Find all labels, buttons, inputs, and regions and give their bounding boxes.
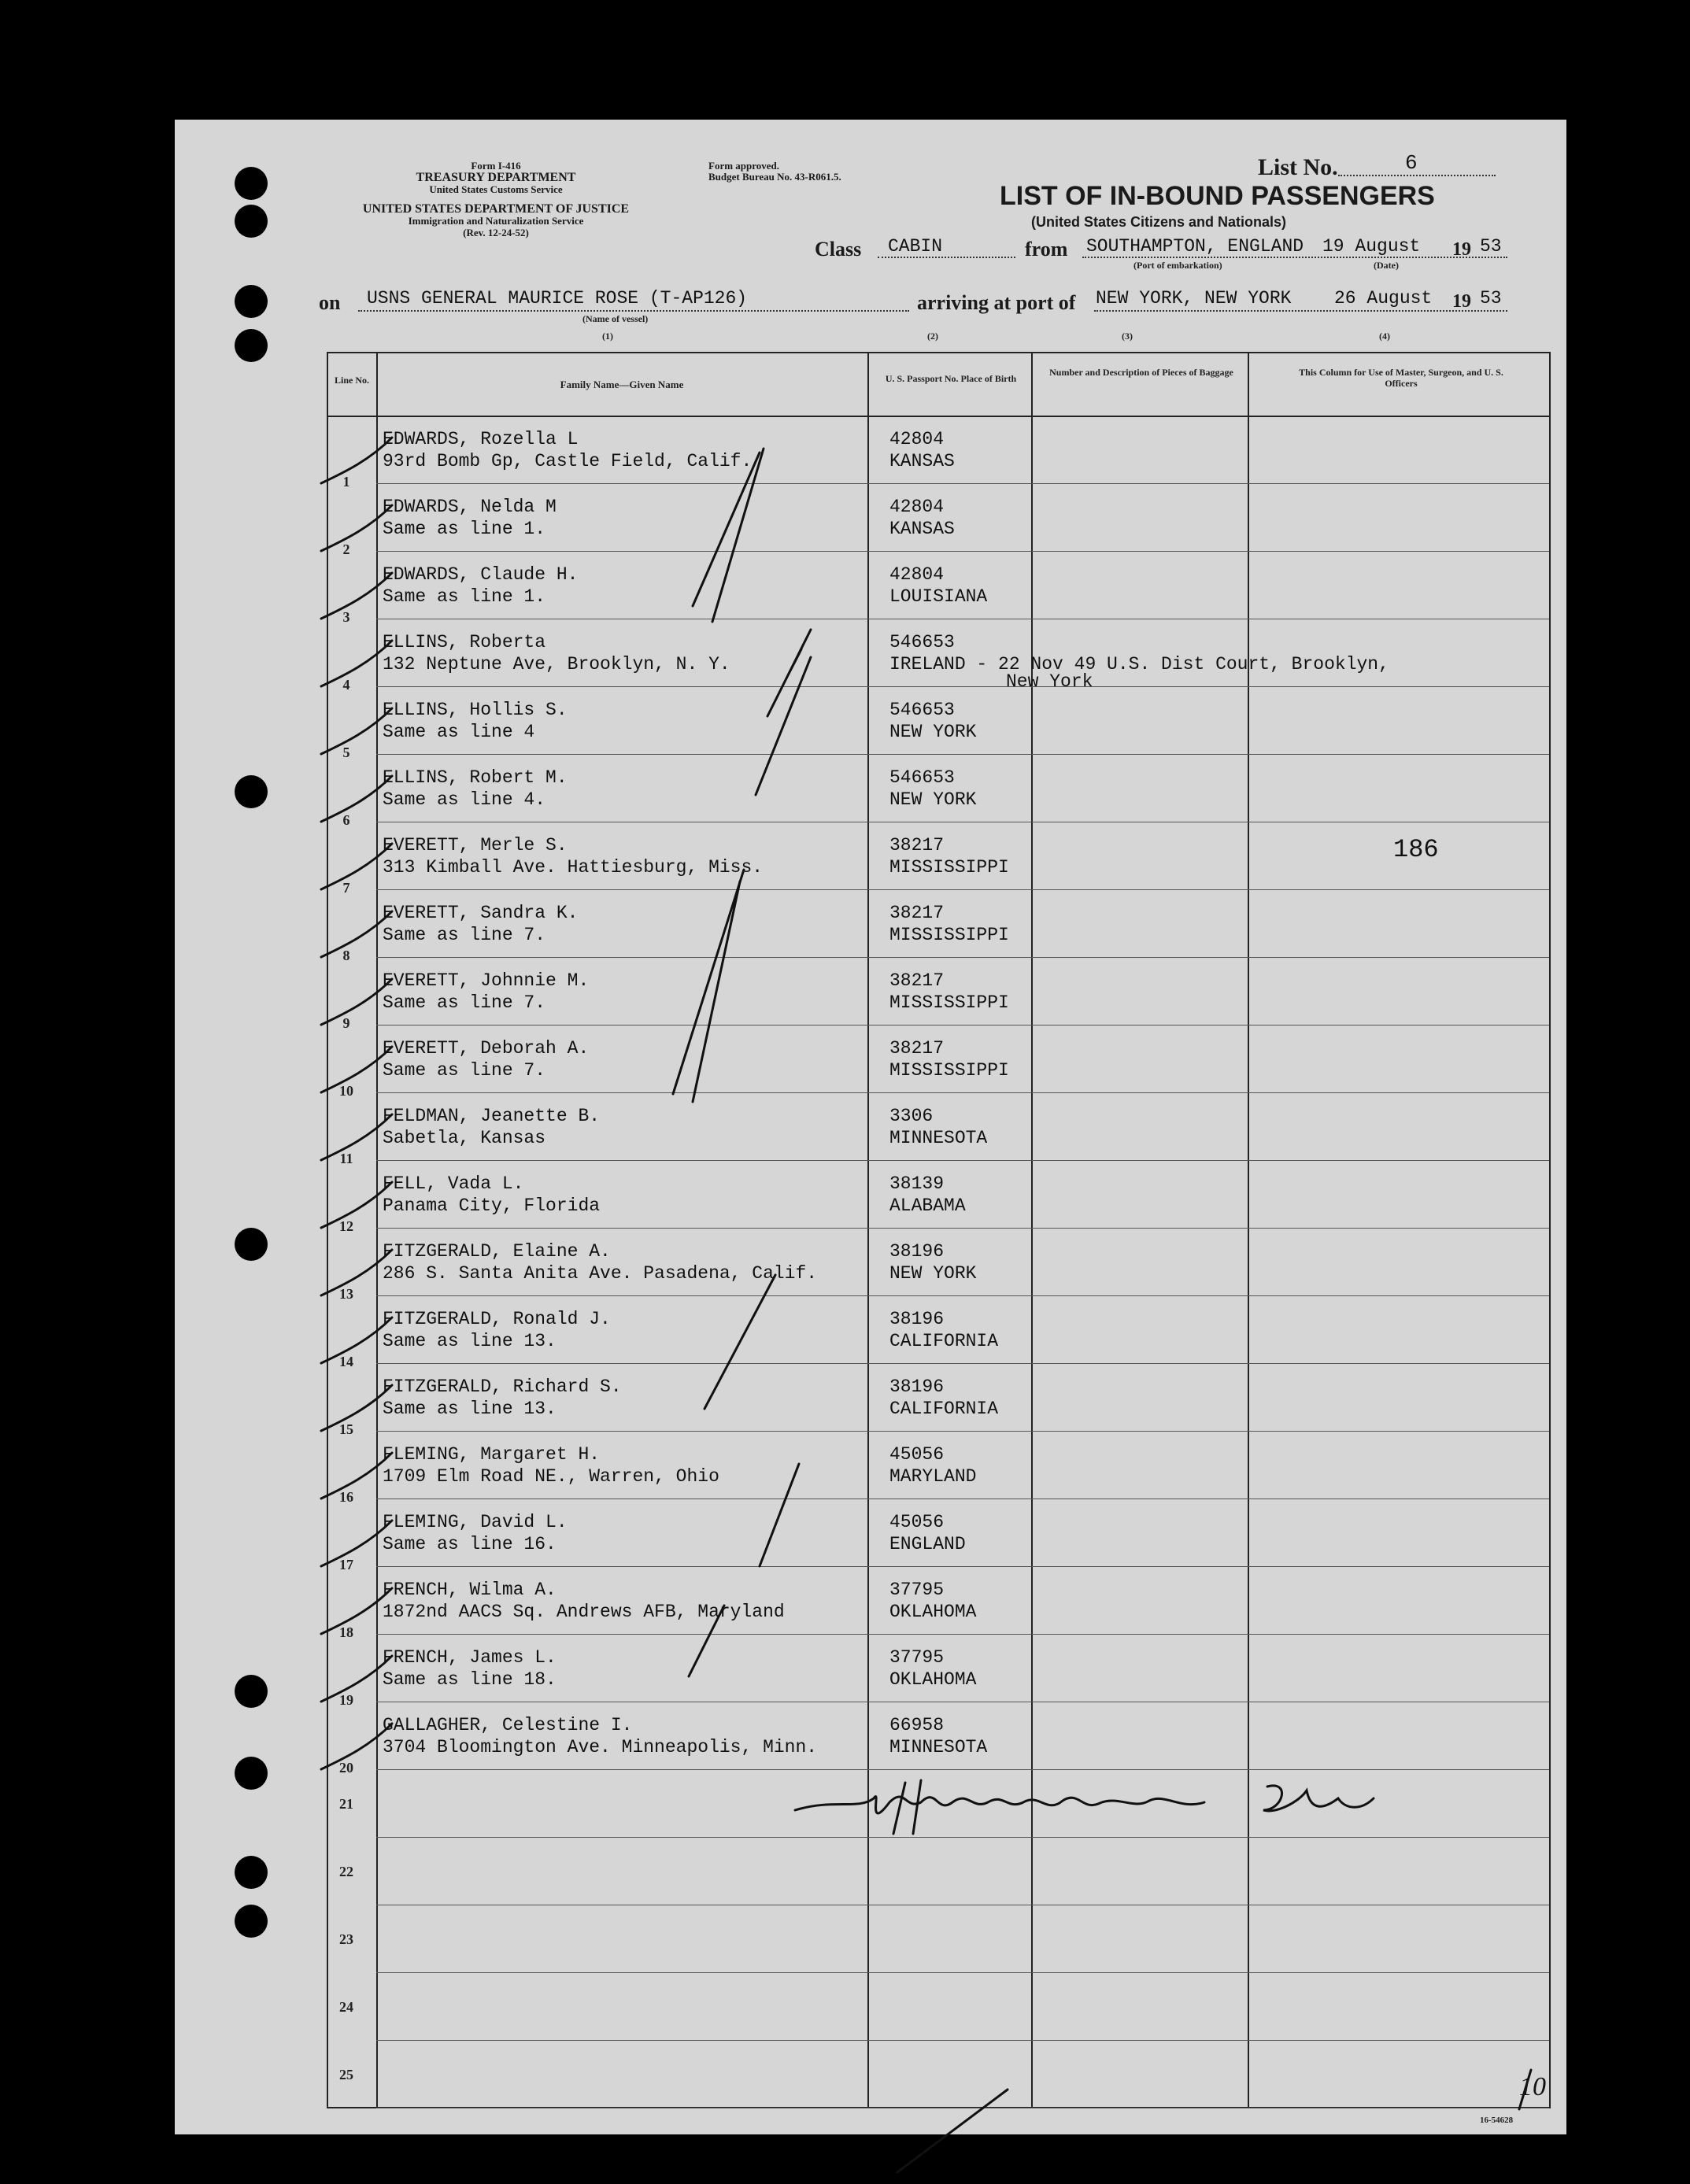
passenger-name: EDWARDS, Nelda M xyxy=(383,497,557,517)
line-number: 11 xyxy=(339,1151,353,1166)
passenger-address: 3704 Bloomington Ave. Minneapolis, Minn. xyxy=(383,1737,818,1757)
check-mark xyxy=(321,979,392,1025)
port-caption: (Port of embarkation) xyxy=(1133,260,1222,271)
page-mark: 10 xyxy=(1519,2072,1546,2101)
passenger-address: Sabetla, Kansas xyxy=(383,1128,546,1148)
check-mark xyxy=(321,776,392,822)
passenger-address: Same as line 4. xyxy=(383,789,546,810)
class-value: CABIN xyxy=(888,236,943,257)
place-of-birth: KANSAS xyxy=(889,519,955,539)
passport-number: 45056 xyxy=(889,1444,945,1465)
place-of-birth: CALIFORNIA xyxy=(889,1399,999,1419)
footer-code: 16-54628 xyxy=(1480,2116,1514,2125)
passport-number: 66958 xyxy=(889,1715,945,1735)
check-mark xyxy=(321,1047,392,1092)
passenger-name: EDWARDS, Rozella L xyxy=(383,429,579,449)
passenger-address: Same as line 7. xyxy=(383,992,546,1013)
check-mark xyxy=(321,641,392,686)
page-title: LIST OF IN-BOUND PASSENGERS xyxy=(1000,181,1435,211)
col-header-line-no: Line No. xyxy=(334,375,369,386)
from-port: SOUTHAMPTON, ENGLAND xyxy=(1086,236,1304,257)
line-number: 2 xyxy=(342,541,350,557)
line-number: 25 xyxy=(339,2067,353,2082)
line-number: 6 xyxy=(342,812,350,828)
passenger-name: FRENCH, Wilma A. xyxy=(383,1580,557,1600)
passport-number: 546653 xyxy=(889,632,955,652)
passport-number: 3306 xyxy=(889,1106,934,1126)
check-mark xyxy=(321,573,392,619)
check-mark xyxy=(321,438,392,483)
passport-number: 42804 xyxy=(889,564,945,585)
passenger-address: 313 Kimball Ave. Hattiesburg, Miss. xyxy=(383,857,764,878)
arriving-label: arriving at port of xyxy=(917,291,1076,314)
place-of-birth: NEW YORK xyxy=(889,1263,977,1284)
line-number: 8 xyxy=(342,948,350,963)
place-of-birth: OKLAHOMA xyxy=(889,1602,977,1622)
passenger-name: FRENCH, James L. xyxy=(383,1647,557,1668)
arrival-year-prefix: 19 xyxy=(1452,291,1471,312)
passenger-name: FITZGERALD, Elaine A. xyxy=(383,1241,611,1262)
passenger-name: EVERETT, Johnnie M. xyxy=(383,970,590,991)
place-of-birth: NEW YORK xyxy=(889,722,977,742)
line-number: 16 xyxy=(339,1489,353,1505)
place-of-birth: ALABAMA xyxy=(889,1195,966,1216)
vessel-caption: (Name of vessel) xyxy=(582,313,649,324)
check-mark xyxy=(321,1588,392,1634)
line-number: 4 xyxy=(342,677,350,693)
passenger-name: FLEMING, David L. xyxy=(383,1512,568,1532)
check-mark xyxy=(321,911,392,957)
passenger-address: Same as line 7. xyxy=(383,1060,546,1081)
col-number-1: (1) xyxy=(602,331,613,342)
line-number: 13 xyxy=(339,1286,353,1302)
arrival-date: 26 August xyxy=(1334,288,1433,309)
passenger-name: ELLINS, Robert M. xyxy=(383,767,568,788)
passenger-address: Panama City, Florida xyxy=(383,1195,601,1216)
line-number: 22 xyxy=(339,1864,353,1879)
class-label: Class xyxy=(815,238,862,261)
col-number-2: (2) xyxy=(927,331,938,342)
passenger-name: FLEMING, Margaret H. xyxy=(383,1444,601,1465)
birth-continuation: New York xyxy=(1006,671,1093,692)
from-year: 53 xyxy=(1480,236,1502,257)
check-mark xyxy=(321,1317,392,1363)
place-of-birth: MINNESOTA xyxy=(889,1128,988,1148)
place-of-birth: MARYLAND xyxy=(889,1466,977,1487)
col-header-officers: This Column for Use of Master, Surgeon, and U. S. Officers xyxy=(1299,367,1503,389)
customs-service: United States Customs Service xyxy=(429,183,563,195)
line-number: 3 xyxy=(342,609,350,625)
line-number: 10 xyxy=(339,1083,353,1099)
place-of-birth: NEW YORK xyxy=(889,789,977,810)
col-header-passport: U. S. Passport No. Place of Birth xyxy=(885,373,1017,384)
line-number: 17 xyxy=(339,1557,353,1572)
date-caption: (Date) xyxy=(1374,260,1399,271)
signature-mark xyxy=(795,1780,1374,1834)
page-subtitle: (United States Citizens and Nationals) xyxy=(1031,214,1287,230)
line-number: 24 xyxy=(339,1999,353,2015)
passenger-address: 132 Neptune Ave, Brooklyn, N. Y. xyxy=(383,654,730,674)
passport-number: 42804 xyxy=(889,497,945,517)
check-mark xyxy=(321,1656,392,1702)
passport-number: 38217 xyxy=(889,835,945,855)
col-number-3: (3) xyxy=(1122,331,1133,342)
passenger-name: EVERETT, Merle S. xyxy=(383,835,568,855)
passenger-address: 1872nd AACS Sq. Andrews AFB, Maryland xyxy=(383,1602,785,1622)
from-date: 19 August xyxy=(1322,236,1421,257)
place-of-birth: LOUISIANA xyxy=(889,586,988,607)
passenger-address: Same as line 18. xyxy=(383,1669,557,1690)
place-of-birth: CALIFORNIA xyxy=(889,1331,999,1351)
budget-bureau: Budget Bureau No. 43-R061.5. xyxy=(708,171,841,183)
list-no-label: List No. xyxy=(1258,154,1338,180)
revision-date: (Rev. 12-24-52) xyxy=(463,227,529,238)
on-label: on xyxy=(319,291,341,314)
check-mark xyxy=(321,1385,392,1431)
from-label: from xyxy=(1025,238,1068,261)
department-of-justice: UNITED STATES DEPARTMENT OF JUSTICE xyxy=(362,202,630,216)
place-of-birth: MISSISSIPPI xyxy=(889,992,1009,1013)
check-mark xyxy=(321,1114,392,1160)
passenger-name: FITZGERALD, Ronald J. xyxy=(383,1309,611,1329)
line-number: 15 xyxy=(339,1421,353,1437)
officer-note: 186 xyxy=(1393,835,1439,864)
passenger-name: ELLINS, Roberta xyxy=(383,632,546,652)
passport-number: 42804 xyxy=(889,429,945,449)
passport-number: 38217 xyxy=(889,970,945,991)
place-of-birth: OKLAHOMA xyxy=(889,1669,977,1690)
passport-number: 38196 xyxy=(889,1309,945,1329)
check-mark xyxy=(321,844,392,889)
passenger-address: Same as line 7. xyxy=(383,925,546,945)
arrival-port: NEW YORK, NEW YORK xyxy=(1096,288,1292,309)
passenger-address: Same as line 1. xyxy=(383,519,546,539)
place-of-birth: MINNESOTA xyxy=(889,1737,988,1757)
passport-number: 38196 xyxy=(889,1377,945,1397)
list-no-value: 6 xyxy=(1405,151,1418,175)
check-mark xyxy=(321,1724,392,1769)
passenger-name: FELDMAN, Jeanette B. xyxy=(383,1106,601,1126)
arrival-year: 53 xyxy=(1480,288,1502,309)
passenger-address: Same as line 13. xyxy=(383,1331,557,1351)
form-approved: Form approved. xyxy=(708,160,780,172)
line-number: 20 xyxy=(339,1760,353,1776)
line-number: 12 xyxy=(339,1218,353,1234)
line-number: 9 xyxy=(342,1015,350,1031)
passport-number: 546653 xyxy=(889,700,955,720)
passenger-address: 286 S. Santa Anita Ave. Pasadena, Calif. xyxy=(383,1263,818,1284)
check-mark xyxy=(321,505,392,551)
line-number: 18 xyxy=(339,1624,353,1640)
passenger-address: 1709 Elm Road NE., Warren, Ohio xyxy=(383,1466,719,1487)
treasury-department: TREASURY DEPARTMENT xyxy=(416,171,576,184)
check-mark xyxy=(321,1521,392,1566)
vessel-name: USNS GENERAL MAURICE ROSE (T-AP126) xyxy=(367,288,748,309)
line-number: 7 xyxy=(342,880,350,896)
passenger-name: ELLINS, Hollis S. xyxy=(383,700,568,720)
place-of-birth: IRELAND - 22 Nov 49 U.S. Dist Court, Brooklyn, xyxy=(889,654,1389,674)
line-number: 21 xyxy=(339,1796,353,1812)
place-of-birth: MISSISSIPPI xyxy=(889,857,1009,878)
passenger-name: FITZGERALD, Richard S. xyxy=(383,1377,622,1397)
passport-number: 38196 xyxy=(889,1241,945,1262)
immigration-service: Immigration and Naturalization Service xyxy=(408,215,584,227)
passport-number: 45056 xyxy=(889,1512,945,1532)
passport-number: 546653 xyxy=(889,767,955,788)
place-of-birth: MISSISSIPPI xyxy=(889,925,1009,945)
passenger-name: EVERETT, Deborah A. xyxy=(383,1038,590,1059)
passport-number: 38217 xyxy=(889,1038,945,1059)
place-of-birth: ENGLAND xyxy=(889,1534,966,1554)
place-of-birth: MISSISSIPPI xyxy=(889,1060,1009,1081)
line-number: 23 xyxy=(339,1931,353,1947)
passport-number: 38217 xyxy=(889,903,945,923)
form-number: Form I-416 xyxy=(471,160,521,172)
passenger-address: Same as line 4 xyxy=(383,722,535,742)
passenger-name: EVERETT, Sandra K. xyxy=(383,903,579,923)
passenger-name: FELL, Vada L. xyxy=(383,1173,524,1194)
passport-number: 37795 xyxy=(889,1647,945,1668)
line-number: 19 xyxy=(339,1692,353,1708)
passenger-name: GALLAGHER, Celestine I. xyxy=(383,1715,633,1735)
col-header-name: Family Name—Given Name xyxy=(560,379,684,390)
check-mark xyxy=(321,708,392,754)
col-number-4: (4) xyxy=(1379,331,1390,342)
passenger-address: 93rd Bomb Gp, Castle Field, Calif. xyxy=(383,451,753,471)
passport-number: 38139 xyxy=(889,1173,945,1194)
line-number: 1 xyxy=(342,474,350,490)
check-mark xyxy=(321,1182,392,1228)
check-mark xyxy=(321,1250,392,1295)
from-year-prefix: 19 xyxy=(1452,239,1471,260)
line-number: 5 xyxy=(342,745,350,760)
line-number: 14 xyxy=(339,1354,353,1369)
col-header-baggage: Number and Description of Pieces of Baggage xyxy=(1049,367,1233,378)
passenger-address: Same as line 16. xyxy=(383,1534,557,1554)
passenger-address: Same as line 1. xyxy=(383,586,546,607)
check-mark xyxy=(321,1453,392,1498)
place-of-birth: KANSAS xyxy=(889,451,955,471)
passenger-address: Same as line 13. xyxy=(383,1399,557,1419)
passenger-name: EDWARDS, Claude H. xyxy=(383,564,579,585)
passport-number: 37795 xyxy=(889,1580,945,1600)
